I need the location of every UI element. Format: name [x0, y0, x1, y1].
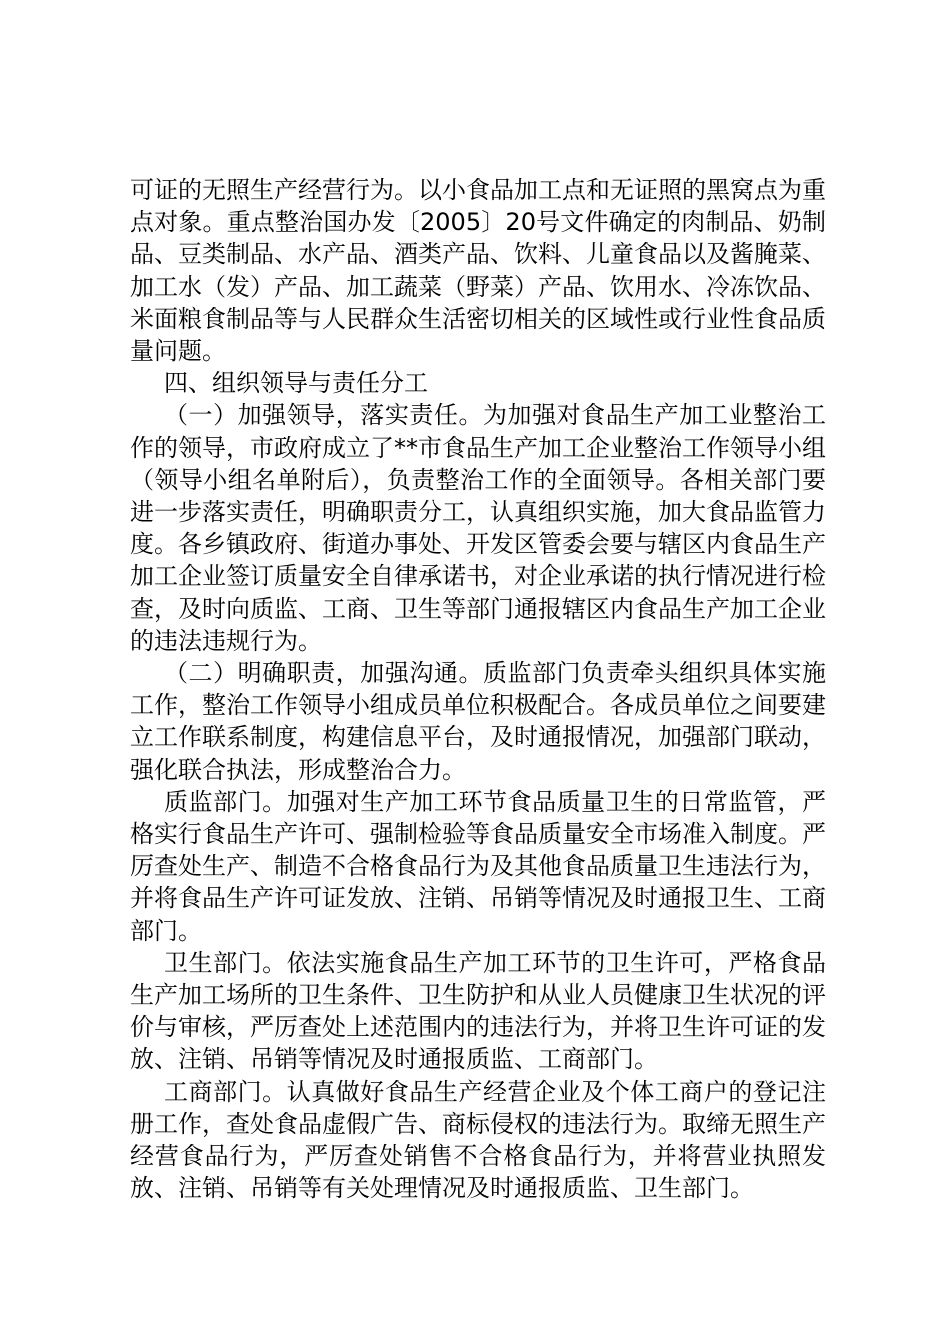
paragraph-continuation: 可证的无照生产经营行为。以小食品加工点和无证照的黑窝点为重点对象。重点整治国办发〔2005〕20号文件确定的肉制品、奶制品、豆类制品、水产品、酒类产品、饮料、儿童食品以及酱腌菜、加工水（发）产品、加工蔬菜（野菜）产品、饮用水、冷冻饮品、米面粮食制品等与人民群众生活密切相关的区域性或行业性食品质量问题。: [130, 176, 826, 366]
section-heading: 四、组织领导与责任分工: [164, 369, 428, 398]
paragraph-leadership: （一）加强领导，落实责任。为加强对食品生产加工业整治工作的领导，市政府成立了**市食品生产加工企业整治工作领导小组（领导小组名单附后），负责整治工作的全面领导。各相关部门要进一步落实责任，明确职责分工，认真组织实施，加大食品监管力度。各乡镇政府、街道办事处、开发区管委会要与辖区内食品生产加工企业签订质量安全自律承诺书，对企业承诺的执行情况进行检查，及时向质监、工商、卫生等部门通报辖区内食品生产加工企业的违法违规行为。: [130, 401, 826, 655]
paragraph-quality-department: 质监部门。加强对生产加工环节食品质量卫生的日常监管，严格实行食品生产许可、强制检验等食品质量安全市场准入制度。严厉查处生产、制造不合格食品行为及其他食品质量卫生违法行为，并将食品生产许可证发放、注销、吊销等情况及时通报卫生、工商部门。: [130, 787, 826, 945]
paragraph-duties: （二）明确职责，加强沟通。质监部门负责牵头组织具体实施工作，整治工作领导小组成员单位积极配合。各成员单位之间要建立工作联系制度，构建信息平台，及时通报情况，加强部门联动，强化联合执法，形成整治合力。: [130, 659, 826, 784]
paragraph-commerce-department: 工商部门。认真做好食品生产经营企业及个体工商户的登记注册工作，查处食品虚假广告、商标侵权的违法行为。取缔无照生产经营食品行为，严厉查处销售不合格食品行为，并将营业执照发放、注销、吊销等有关处理情况及时通报质监、卫生部门。: [130, 1077, 826, 1203]
paragraph-health-department: 卫生部门。依法实施食品生产加工环节的卫生许可，严格食品生产加工场所的卫生条件、卫生防护和从业人员健康卫生状况的评价与审核，严厉查处上述范围内的违法行为，并将卫生许可证的发放、注销、吊销等情况及时通报质监、工商部门。: [130, 948, 826, 1074]
document-page: [130, 174, 826, 1205]
